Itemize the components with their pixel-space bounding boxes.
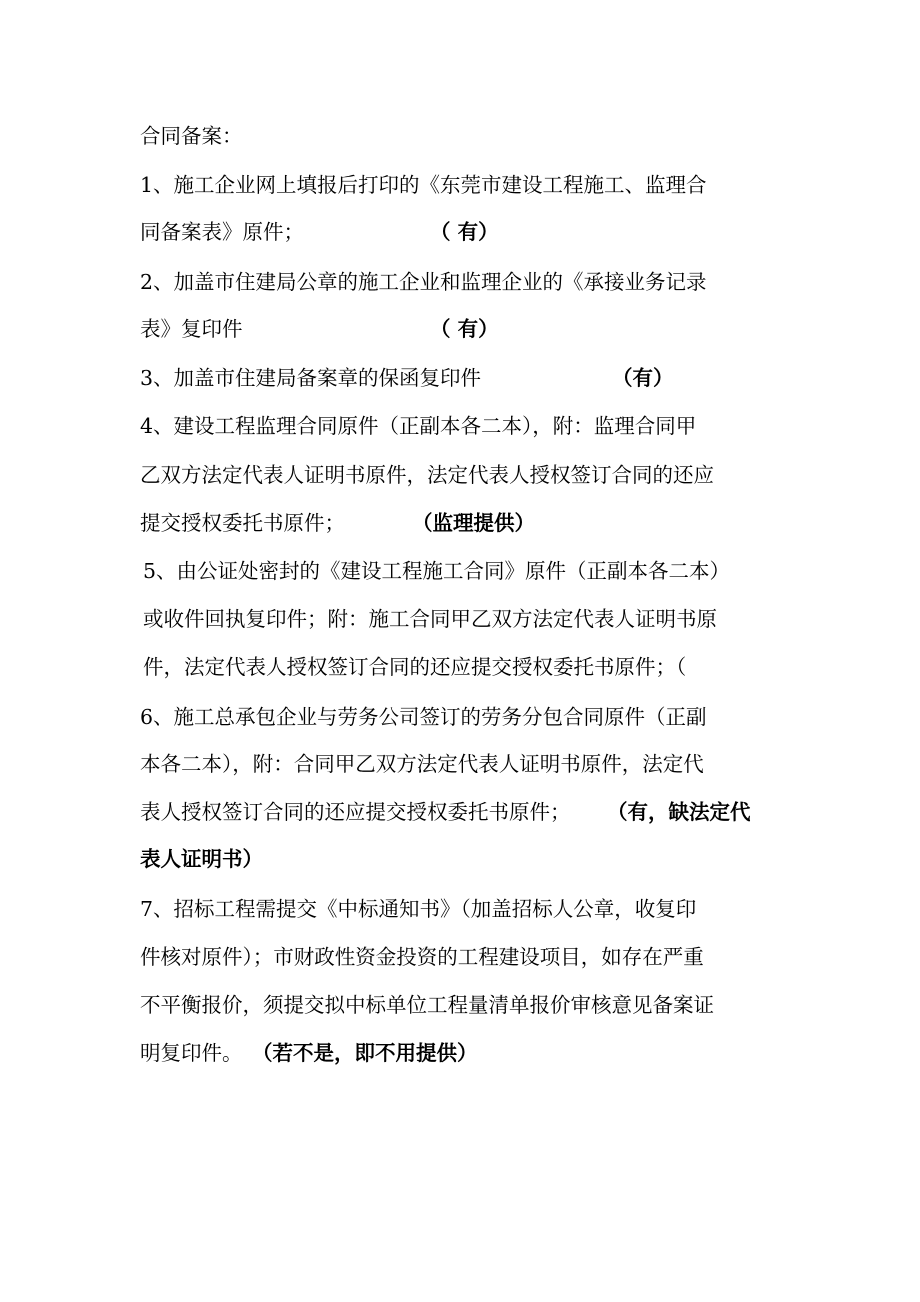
item-7-line-1: 7、招标工程需提交《中标通知书》（加盖招标人公章，收复印	[140, 897, 697, 921]
item-1-line-1: 1、施工企业网上填报后打印的《东莞市建设工程施工、监理合	[140, 173, 707, 197]
item-4-note: （监理提供）	[412, 511, 535, 535]
item-7-line-2: 件核对原件）；市财政性资金投资的工程建设项目，如存在严重	[140, 945, 704, 969]
item-3-line-1: 3、加盖市住建局备案章的保函复印件	[140, 366, 482, 390]
item-2-line-2: 表》复印件	[140, 317, 243, 341]
item-7-line-3: 不平衡报价，须提交拟中标单位工程量清单报价审核意见备案证	[140, 993, 714, 1017]
item-2-note: （ 有）	[430, 317, 499, 341]
item-7-note: （若不是，即不用提供）	[252, 1041, 478, 1065]
item-7-line-4: 明复印件。	[140, 1041, 243, 1065]
item-6-line-3: 表人授权签订合同的还应提交授权委托书原件；	[140, 800, 571, 824]
item-5-line-2: 或收件回执复印件；附：施工合同甲乙双方法定代表人证明书原	[143, 607, 717, 631]
item-6-line-1: 6、施工总承包企业与劳务公司签订的劳务分包合同原件（正副	[140, 705, 707, 729]
item-5-line-1: 5、由公证处密封的《建设工程施工合同》原件（正副本各二本）	[143, 559, 731, 583]
item-1-text: 同备案表》原件；	[140, 220, 304, 244]
item-6-note-part-2: 表人证明书）	[140, 847, 263, 871]
item-4-line-3: 提交授权委托书原件；	[140, 511, 345, 535]
item-6-line-2: 本各二本），附：合同甲乙双方法定代表人证明书原件，法定代	[140, 752, 704, 776]
item-4-line-2: 乙双方法定代表人证明书原件，法定代表人授权签订合同的还应	[140, 463, 714, 487]
item-2-line-1: 2、加盖市住建局公章的施工企业和监理企业的《承接业务记录	[140, 270, 707, 294]
item-4-line-1: 4、建设工程监理合同原件（正副本各二本），附：监理合同甲	[140, 414, 697, 438]
item-1-line-2	[140, 218, 304, 246]
item-6-note-part-1: （有，缺法定代	[607, 800, 751, 824]
section-heading: 合同备案：	[140, 124, 243, 148]
item-3-note: （有）	[612, 366, 674, 390]
item-5-line-3: 件，法定代表人授权签订合同的还应提交授权委托书原件；（	[143, 655, 687, 679]
item-1-note: （ 有）	[430, 220, 499, 244]
